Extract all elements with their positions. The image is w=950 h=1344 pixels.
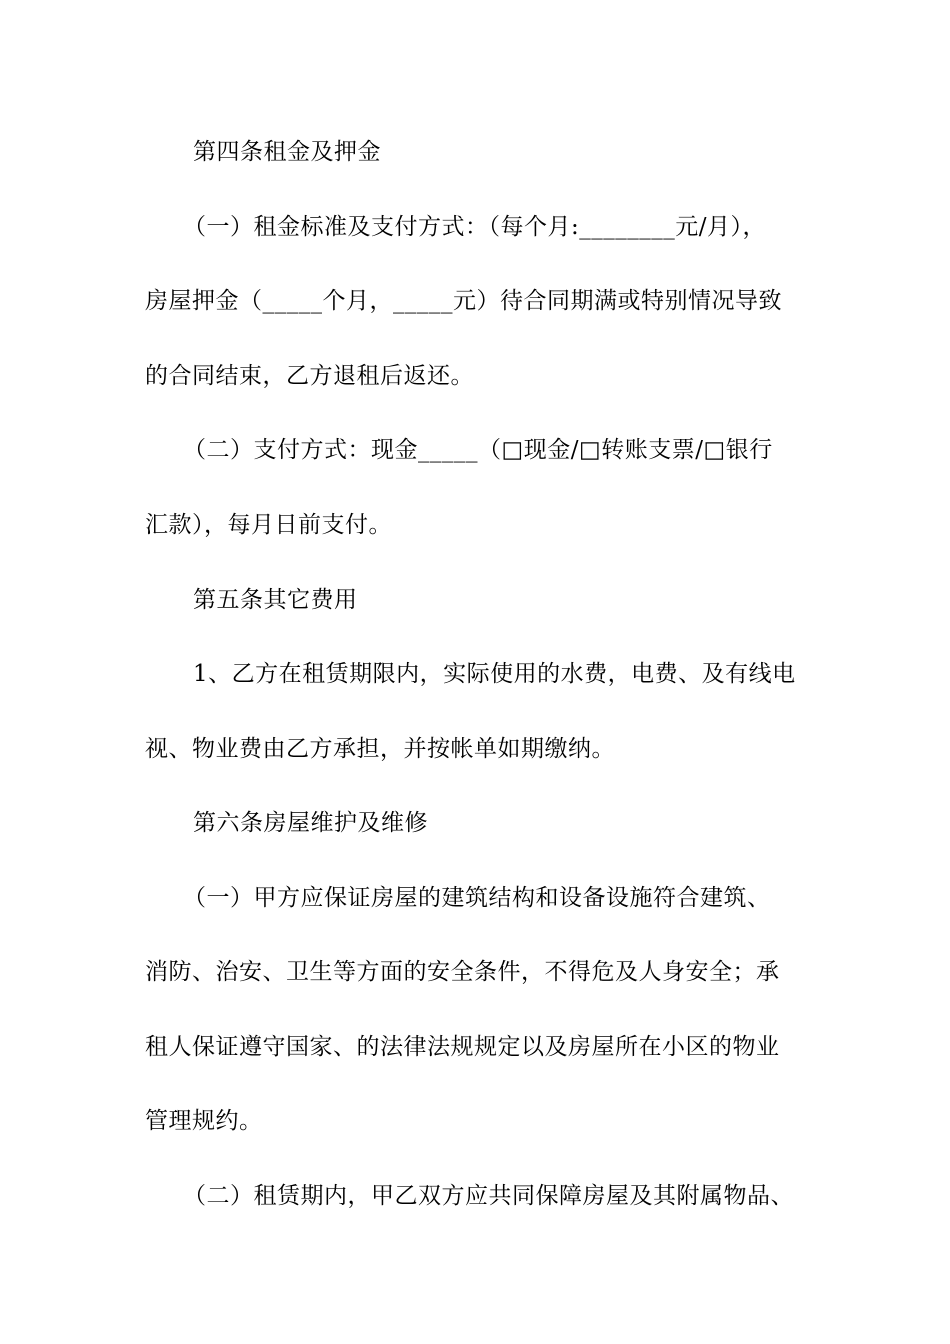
paragraph-line: 1、乙方在租赁期限内，实际使用的水费，电费、及有线电	[193, 661, 796, 687]
article-4-heading: 第四条租金及押金	[193, 139, 381, 165]
paragraph-line: 房屋押金（_____个月，_____元）待合同期满或特别情况导致	[145, 288, 782, 314]
article-6-heading: 第六条房屋维护及维修	[193, 810, 428, 836]
paragraph-line: 管理规约。	[145, 1108, 263, 1134]
paragraph-line: 汇款），每月日前支付。	[145, 512, 392, 538]
paragraph-line: 租人保证遵守国家、的法律法规规定以及房屋所在小区的物业	[145, 1034, 780, 1060]
article-5-heading: 第五条其它费用	[193, 587, 358, 613]
paragraph-line: 的合同结束，乙方退租后返还。	[145, 363, 474, 389]
paragraph-line: 视、物业费由乙方承担，并按帐单如期缴纳。	[145, 736, 615, 762]
paragraph-line: （二）租赁期内，甲乙双方应共同保障房屋及其附属物品、	[183, 1183, 794, 1209]
paragraph-line: （二）支付方式：现金_____（□现金/□转账支票/□银行	[183, 437, 773, 463]
paragraph-line: 消防、治安、卫生等方面的安全条件，不得危及人身安全；承	[145, 959, 780, 985]
paragraph-line: （一）甲方应保证房屋的建筑结构和设备设施符合建筑、	[183, 885, 771, 911]
paragraph-line: （一）租金标准及支付方式：（每个月:________元/月），	[183, 214, 766, 240]
